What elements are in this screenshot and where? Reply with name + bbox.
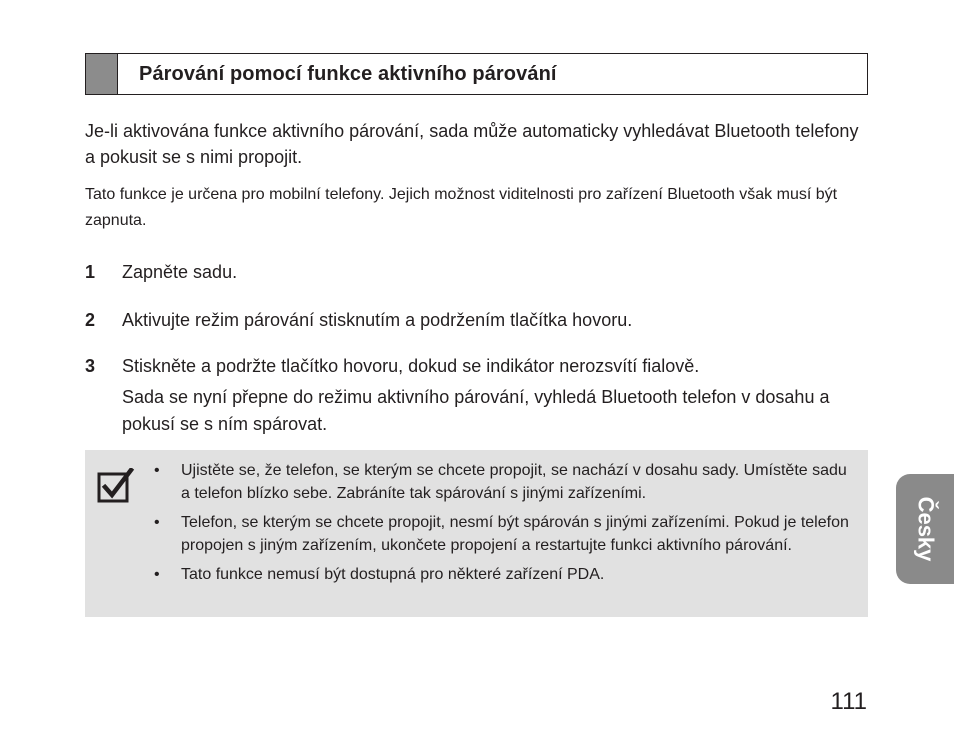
step-text: Zapněte sadu. bbox=[122, 262, 238, 282]
note-list bbox=[154, 459, 859, 592]
section-title: Párování pomocí funkce aktivního párování bbox=[139, 62, 557, 85]
page-number: 111 bbox=[830, 688, 867, 715]
checkbox-checked-icon bbox=[97, 468, 135, 504]
note-item bbox=[154, 459, 859, 505]
step-number: 3 bbox=[85, 356, 96, 376]
step-text: Aktivujte režim párování stisknutím a podržením tlačítka hovoru. bbox=[122, 310, 633, 330]
note-item bbox=[154, 563, 859, 586]
language-tab bbox=[896, 474, 954, 584]
step-number: 2 bbox=[85, 310, 96, 330]
intro-paragraph-2: Tato funkce je určena pro mobilní telefony. Jejich možnost viditelnosti pro zařízení Bluetooth však musí být zapnuta. bbox=[85, 186, 838, 229]
bullet: • bbox=[154, 566, 160, 583]
note-item-text: Ujistěte se, že telefon, se kterým se chcete propojit, se nachází v dosahu sady. Umístěte sadu a telefon blízko sebe. Zabráníte tak spárování s jinými zařízeními. bbox=[181, 462, 847, 502]
note-box bbox=[85, 450, 868, 617]
section-marker bbox=[86, 54, 118, 94]
section-header bbox=[85, 53, 868, 95]
language-tab-label: Česky bbox=[913, 496, 938, 562]
step-text: Stiskněte a podržte tlačítko hovoru, dokud se indikátor nerozsvítí fialově. bbox=[122, 356, 700, 376]
bullet: • bbox=[154, 462, 160, 479]
step-subtext: Sada se nyní přepne do režimu aktivního párování, vyhledá Bluetooth telefon v dosahu a pokusí se s ním spárovat. bbox=[122, 387, 830, 434]
step-number: 1 bbox=[85, 262, 96, 282]
note-item-text: Telefon, se kterým se chcete propojit, nesmí být spárován s jinými zařízeními. Pokud je telefon propojen s jiným zařízením, ukončete propojení a restartujte funkci aktivního párování. bbox=[181, 514, 849, 554]
bullet: • bbox=[154, 514, 160, 531]
intro-paragraph-1: Je-li aktivována funkce aktivního párování, sada může automaticky vyhledávat Bluetooth telefony a pokusit se s nimi propojit. bbox=[85, 121, 859, 167]
note-item bbox=[154, 511, 859, 557]
note-item-text: Tato funkce nemusí být dostupná pro některé zařízení PDA. bbox=[181, 566, 605, 583]
